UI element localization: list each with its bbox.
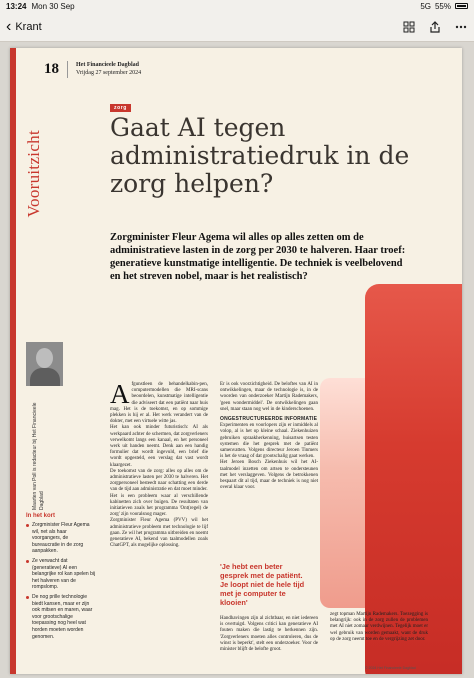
author-photo [26, 342, 63, 386]
article-standfirst: Zorgminister Fleur Agema wil alles op alles zetten om de administratieve lasten in de zorg per 2030 te halveren. Haar troef: generatieve kunstmatige intelligentie. De techniek is veelbelovend en het streven nobel, maar is het realistisch? [110, 232, 406, 282]
more-icon[interactable] [454, 20, 468, 34]
share-icon[interactable] [428, 20, 442, 34]
grid-icon[interactable] [402, 20, 416, 34]
list-item: Ze verwacht dat (generatieve) AI een belangrijke rol kan spelen bij het halveren van de rompslomp. [26, 558, 96, 591]
page-header [44, 61, 141, 78]
author-credit [32, 390, 72, 510]
list-item: Zorgminister Fleur Agema wil, net als haar voorgangers, de bureaucratie in de zorg aanpakken. [26, 522, 96, 555]
page-number: 18 [44, 61, 68, 78]
drop-cap: A [110, 379, 130, 409]
article-column-2-lower [220, 616, 318, 653]
clock: 13:24 [6, 1, 27, 11]
list-item: De nog prille technologie biedt kansen, maar er zijn ook mitsen en maren, waar voor grootschalige toepassing nog heel wat horden moeten worden genomen. [26, 594, 96, 640]
publication-date: Vrijdag 27 september 2024 [76, 69, 142, 76]
article-column-3 [330, 612, 428, 643]
network-label: 5G [420, 1, 431, 11]
paragraph: Handhavingen zijn al zichtbaar, en niet iedereen is overtuigd. Volgens critici kan generatieve AI fouten maken die lastig te herkennen zijn. 'Zorgverleners moeten alles controleren, dus de winst is beperkt', stelt een onderzoeker. Voor de minister blijft de belofte groot. [220, 616, 318, 653]
nav-bar [0, 12, 474, 42]
author-credit-text: Maarten van Poll is redacteur bij Het Financieele Dagblad [32, 402, 45, 510]
newspaper-page [10, 48, 462, 674]
article-title: Gaat AI tegen administratiedruk in de zorg helpen? [110, 113, 410, 198]
category-tag: zorg [110, 104, 131, 112]
publication-info [76, 62, 141, 78]
red-edge-band [10, 48, 16, 674]
paragraph: Het Jeroen Bosch Ziekenhuis wil het AI-taalmodel inzetten om artsen te ondersteunen met het verslaggeven. Volgens de betrokkenen bespaart dit al tijd, maar de techniek is nog niet overal klaar voor. [220, 460, 318, 491]
paragraph: De toekomst van de zorg: alles op alles om de administratieve lasten per 2030 te halveren. Het zorgpersoneel besteedt naar schatting een derde van de tijd aan administratie en dat moet minder. [110, 468, 208, 493]
page-footer: © 2024 Het Financieele Dagblad [365, 666, 416, 670]
paragraph: Zorgminister Fleur Agema (PVV) wil het administratieve probleem met technologie te lijf gaan. Ze wil het programma uitbreiden en noemt generatieve AI, bekend van taalmodellen zoals ChatGPT, als mogelijke oplossing. [110, 518, 208, 549]
paragraph: Het is een probleem waar al verschillende kabinetten zich over buigen. De resultaten van initiatieven zoals het programma 'Ont(regel) de zorg' zijn vooralsnog mager. [110, 493, 208, 518]
pull-quote: 'Je hebt een beter gesprek met de patiënt. Je loopt niet de hele tijd met je computer te klooien' [220, 562, 305, 607]
paragraph: zegt topman Martijn Rademakers. Toezegging is belangrijk: ook in de zorg zullen de problemen met AI niet zomaar verdwijnen. Tegelijk moet er wel gebruik van worden gemaakt, want de druk op de zorg neemt toe en de vergrijzing zet door. [330, 612, 428, 642]
date: Mon 30 Sep [31, 1, 75, 11]
status-right [420, 2, 468, 11]
section-label-vertical [21, 130, 47, 330]
publication-name: Het Financieele Dagblad [76, 61, 139, 68]
toolbar-icons [402, 20, 468, 34]
in-het-kort-box [26, 513, 96, 643]
battery-percent: 55% [434, 1, 451, 11]
paragraph: Er is ook voorzichtigheid. De beloftes van AI in ontwikkelingen, maar de technologie is, in de woorden van onderzoeker Martijn Rademakers, 'geen wondermiddel'. De ontwikkelingen gaan snel, maar staan nog wel in de kinderschoenen. [220, 382, 318, 412]
article-column-1 [110, 379, 208, 549]
back-button[interactable] [6, 19, 42, 35]
battery-icon [455, 3, 468, 9]
paragraph: Experimenten en voorlopers zijn er inmiddels al volop, al is het op kleine schaal. Ziekenhuizen gebruiken spraakherkenning, huisartsen testen systemen die het gesprek met de patiënt samenvatten. Volgens directeur Jeroen Tinmers is het de vraag of dat grootschalig gaat werken. [220, 423, 318, 460]
author-photo-head [36, 348, 53, 368]
status-bar [0, 0, 474, 12]
paragraph: Het kan ook minder futuristisch: AI als werkpaard achter de schermen, dat zorgverleners verwelkomt langs een kanaal, en het personeel werk uit handen neemt. Denk aan een handig formulier dat wordt ingevuld, een brief die wordt opgesteld, een verslag dat vast wordt klaargezet. [110, 425, 208, 468]
back-label: Krant [15, 20, 42, 33]
in-het-kort-title: In het kort [26, 513, 56, 519]
chevron-left-icon: ‹ [6, 17, 12, 35]
author-photo-body [30, 368, 60, 386]
paragraph: fgunstleen de behandelkabin-pen, computermodellen die MRI-scans beoordelen, kunstmatige intelligentie die adviseert dat een patiënt naar huis mag. Het is de toekomst, en op sommige plekken is hij er al. Het werk verandert van de dokter, met een virtuele witte jas. [110, 382, 208, 425]
article-column-2 [220, 382, 318, 491]
section-label-text: Vooruitzicht [24, 130, 43, 218]
subheading: ONGESTRUCTUREERDE INFORMATIE [220, 416, 318, 423]
